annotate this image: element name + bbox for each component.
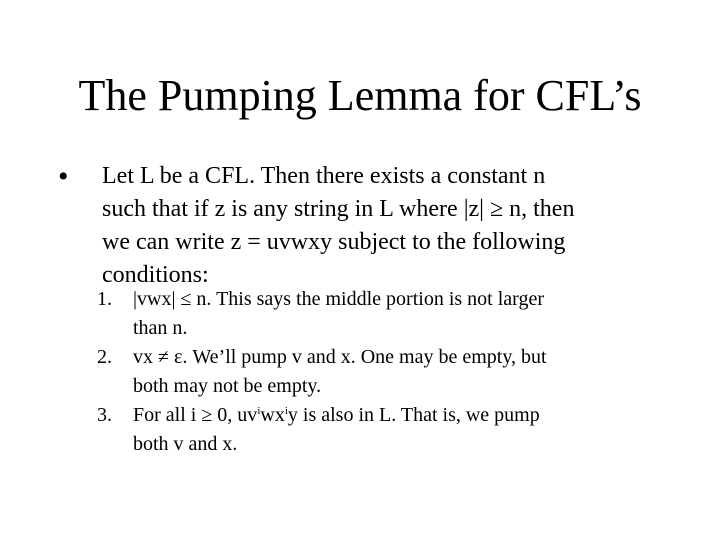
bullet-line: conditions: — [102, 262, 209, 288]
condition-line — [133, 401, 693, 430]
slide-title: The Pumping Lemma for CFL’s — [78, 71, 642, 120]
bullet-line: Let L be a CFL. Then there exists a constant n — [102, 163, 546, 189]
condition-number: 2. — [97, 346, 112, 368]
bullet-line: such that if z is any string in L where |z| ≥ n, then — [102, 196, 575, 222]
bullet-dot-icon: • — [58, 160, 69, 193]
condition-line: |vwx| ≤ n. This says the middle portion is not larger — [133, 288, 544, 310]
bullet-text — [102, 160, 672, 292]
condition-segment: wx — [260, 404, 285, 426]
condition-line: both v and x. — [133, 433, 238, 455]
condition-segment: For all i ≥ 0, uv — [133, 404, 258, 426]
condition-text — [133, 401, 693, 459]
condition-text — [133, 285, 693, 343]
condition-text — [133, 343, 693, 401]
condition-segment: y is also in L. That is, we pump — [287, 404, 540, 426]
condition-number: 1. — [97, 288, 112, 310]
superscript-i: i — [284, 405, 288, 417]
bullet-line: we can write z = uvwxy subject to the following — [102, 229, 566, 255]
condition-line: vx ≠ ε. We’ll pump v and x. One may be empty, but — [133, 346, 547, 368]
condition-number: 3. — [97, 404, 112, 426]
condition-line: both may not be empty. — [133, 375, 322, 397]
superscript-i: i — [257, 405, 261, 417]
condition-line: than n. — [133, 317, 188, 339]
